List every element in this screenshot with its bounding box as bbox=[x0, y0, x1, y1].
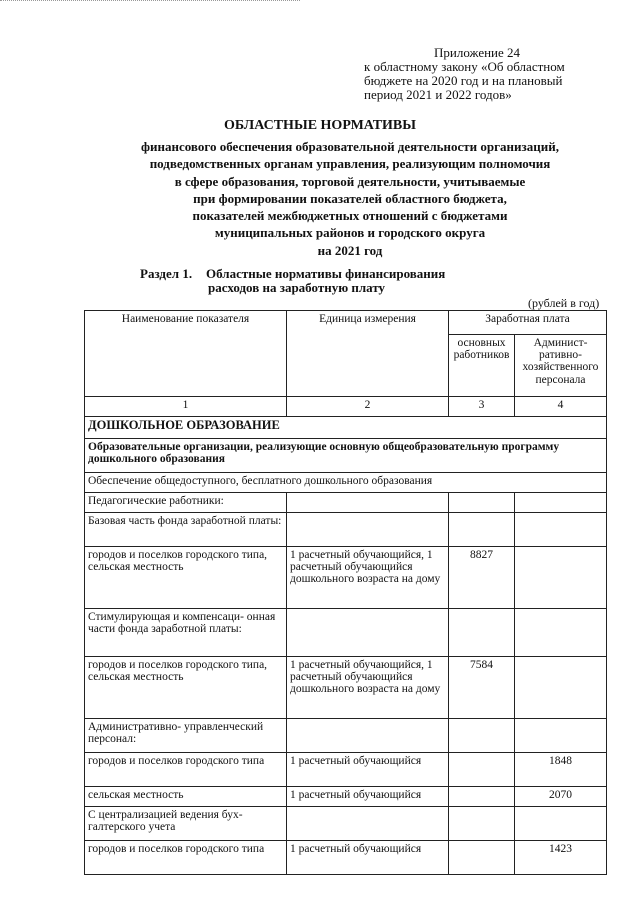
row-name: городов и поселков городского типа, сельская местность bbox=[85, 547, 287, 609]
row-admin-value bbox=[515, 719, 607, 753]
table-row bbox=[85, 657, 607, 719]
subtitle-line: подведомственных органам управления, реализующим полномочия bbox=[149, 156, 551, 172]
row-admin-value: 1848 bbox=[515, 753, 607, 787]
header-name: Наименование показателя bbox=[85, 311, 287, 397]
row-main-value bbox=[449, 787, 515, 807]
row-unit: 1 расчетный обучающийся, 1 расчетный обучающийся дошкольного возраста на дому bbox=[287, 547, 449, 609]
row-main-value bbox=[449, 493, 515, 513]
row-main-value bbox=[449, 609, 515, 657]
subtitle-line: на 2021 год bbox=[317, 242, 383, 258]
row-name: Стимулирующая и компенсаци- онная части фонда заработной платы: bbox=[85, 609, 287, 657]
section-text bbox=[206, 267, 586, 295]
row-unit bbox=[287, 719, 449, 753]
table-row bbox=[85, 547, 607, 609]
table-row bbox=[85, 719, 607, 753]
provision-row: Обеспечение общедоступного, бесплатного дошкольного образования bbox=[85, 473, 607, 493]
row-unit bbox=[287, 609, 449, 657]
section-text-line: расходов на заработную плату bbox=[208, 280, 386, 295]
row-admin-value bbox=[515, 493, 607, 513]
row-admin-value bbox=[515, 513, 607, 547]
row-name: С централизацией ведения бух- галтерского учета bbox=[85, 807, 287, 841]
annex-line-2: к областному закону «Об областном bbox=[364, 59, 565, 74]
subtitle-line: при формировании показателей областного бюджета, bbox=[193, 190, 507, 206]
annex-line-4: период 2021 и 2022 годов» bbox=[364, 87, 512, 102]
document-subtitle bbox=[70, 138, 630, 259]
row-admin-value bbox=[515, 807, 607, 841]
section-row-preschool: ДОШКОЛЬНОЕ ОБРАЗОВАНИЕ bbox=[85, 417, 607, 439]
subtitle-line: муниципальных районов и городского округа bbox=[214, 225, 486, 241]
norms-table bbox=[84, 310, 607, 875]
table-row bbox=[85, 787, 607, 807]
table-row bbox=[85, 513, 607, 547]
row-admin-value bbox=[515, 609, 607, 657]
row-unit: 1 расчетный обучающийся bbox=[287, 841, 449, 875]
row-main-value bbox=[449, 513, 515, 547]
row-admin-value bbox=[515, 657, 607, 719]
row-main-value bbox=[449, 841, 515, 875]
row-name: городов и поселков городского типа bbox=[85, 753, 287, 787]
row-admin-value: 2070 bbox=[515, 787, 607, 807]
col-number-4: 4 bbox=[515, 397, 607, 417]
table-row bbox=[85, 841, 607, 875]
row-unit: 1 расчетный обучающийся, 1 расчетный обучающийся дошкольного возраста на дому bbox=[287, 657, 449, 719]
subtitle-line: в сфере образования, торговой деятельности, учитываемые bbox=[174, 173, 526, 189]
row-main-value bbox=[449, 719, 515, 753]
subtitle-line: показателей межбюджетных отношений с бюджетами bbox=[192, 208, 508, 224]
header-main-workers: основных работников bbox=[449, 335, 515, 397]
col-number-1: 1 bbox=[85, 397, 287, 417]
row-name: Административно- управленческий персонал: bbox=[85, 719, 287, 753]
row-main-value bbox=[449, 807, 515, 841]
table-row bbox=[85, 807, 607, 841]
scan-top-line bbox=[0, 0, 300, 4]
header-salary: Заработная плата bbox=[449, 311, 607, 335]
units-note: (рублей в год) bbox=[528, 296, 600, 310]
row-name: городов и поселков городского типа, сельская местность bbox=[85, 657, 287, 719]
row-unit bbox=[287, 493, 449, 513]
annex-line-3: бюджете на 2020 год и на плановый bbox=[364, 73, 563, 88]
section-number: Раздел 1. bbox=[140, 266, 193, 281]
row-main-value: 8827 bbox=[449, 547, 515, 609]
row-main-value: 7584 bbox=[449, 657, 515, 719]
row-name: сельская местность bbox=[85, 787, 287, 807]
header-unit: Единица измерения bbox=[287, 311, 449, 397]
table-row bbox=[85, 753, 607, 787]
row-name: Базовая часть фонда заработной платы: bbox=[85, 513, 287, 547]
row-unit bbox=[287, 807, 449, 841]
section-text-line: Областные нормативы финансирования bbox=[206, 266, 446, 281]
row-main-value bbox=[449, 753, 515, 787]
table-row bbox=[85, 609, 607, 657]
subtitle-line: финансового обеспечения образовательной деятельности организаций, bbox=[141, 139, 559, 154]
col-number-2: 2 bbox=[287, 397, 449, 417]
row-unit: 1 расчетный обучающийся bbox=[287, 753, 449, 787]
org-row: Образовательные организации, реализующие основную общеобразовательную программу дошкольного образования bbox=[85, 439, 607, 473]
header-admin-staff: Админист- ративно- хозяйственного персонала bbox=[515, 335, 607, 397]
document-title: ОБЛАСТНЫЕ НОРМАТИВЫ bbox=[223, 118, 417, 133]
row-admin-value: 1423 bbox=[515, 841, 607, 875]
row-name: Педагогические работники: bbox=[85, 493, 287, 513]
annex-header bbox=[364, 46, 624, 102]
row-unit bbox=[287, 513, 449, 547]
col-number-3: 3 bbox=[449, 397, 515, 417]
table-row bbox=[85, 493, 607, 513]
row-admin-value bbox=[515, 547, 607, 609]
row-unit: 1 расчетный обучающийся bbox=[287, 787, 449, 807]
row-name: городов и поселков городского типа bbox=[85, 841, 287, 875]
annex-line-1: Приложение 24 bbox=[434, 45, 521, 60]
